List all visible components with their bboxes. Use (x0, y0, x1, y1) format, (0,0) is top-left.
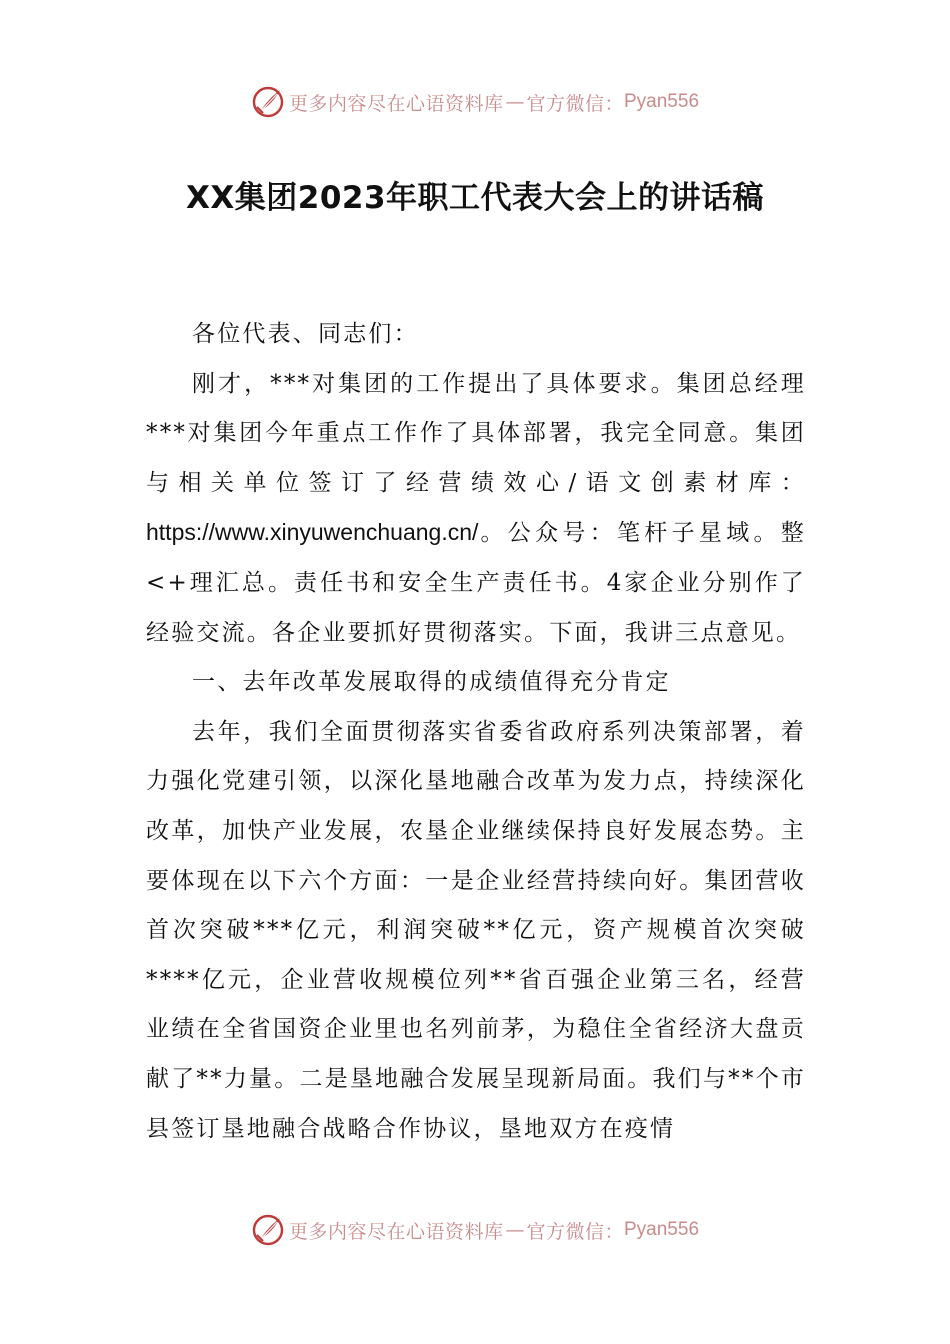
watermark-label: 官方微信： (526, 1220, 624, 1243)
paragraph-1-text-b: 。公众号：笔杆子星域。整<+理汇总。责任书和安全生产责任书。4家企业分别作了经验交流。各企业要抓好贯彻落实。下面，我讲三点意见。 (146, 520, 806, 646)
feather-pen-logo-icon (251, 1213, 285, 1247)
document-title: XX集团2023年职工代表大会上的讲话稿 (185, 180, 765, 216)
paragraph-1-text-a: 刚才，***对集团的工作提出了具体要求。集团总经理***对集团今年重点工作作了具体部署，我完全同意。集团与相关单位签订了经营绩效心/语文创素材库： (146, 370, 806, 496)
document-body (146, 310, 806, 1154)
paragraph-2: 去年，我们全面贯彻落实省委省政府系列决策部署，着力强化党建引领，以深化垦地融合改革为发力点，持续深化改革，加快产业发展，农垦企业继续保持良好发展态势。主要体现在以下六个方面：一是企业经营持续向好。集团营收首次突破***亿元，利润突破**亿元，资产规模首次突破****亿元，企业营收规模位列**省百强企业第三名，经营业绩在全省国资企业里也名列前茅，为稳住全省经济大盘贡献了**力量。二是垦地融合发展呈现新局面。我们与**个市县签订垦地融合战略合作协议，垦地双方在疫情 (146, 718, 806, 1142)
paragraph-1 (146, 360, 806, 659)
watermark-handle: Pyan556 (624, 1219, 700, 1240)
watermark-text: 更多内容尽在心语资料库 (288, 1220, 504, 1243)
feather-pen-logo-icon (251, 85, 285, 119)
section-heading-1: 一、去年改革发展取得的成绩值得充分肯定 (192, 669, 671, 696)
paragraph-1-url: https://www.xinyuwenchuang.cn/ (146, 519, 479, 546)
watermark-banner-bottom (0, 1210, 950, 1250)
watermark-banner-top (0, 82, 950, 122)
greeting-paragraph: 各位代表、同志们： (192, 321, 419, 347)
watermark-handle: Pyan556 (624, 91, 700, 112)
watermark-text: 更多内容尽在心语资料库 (288, 92, 504, 115)
watermark-separator: — (505, 91, 525, 113)
watermark-separator: — (505, 1219, 525, 1241)
watermark-label: 官方微信： (526, 92, 624, 115)
